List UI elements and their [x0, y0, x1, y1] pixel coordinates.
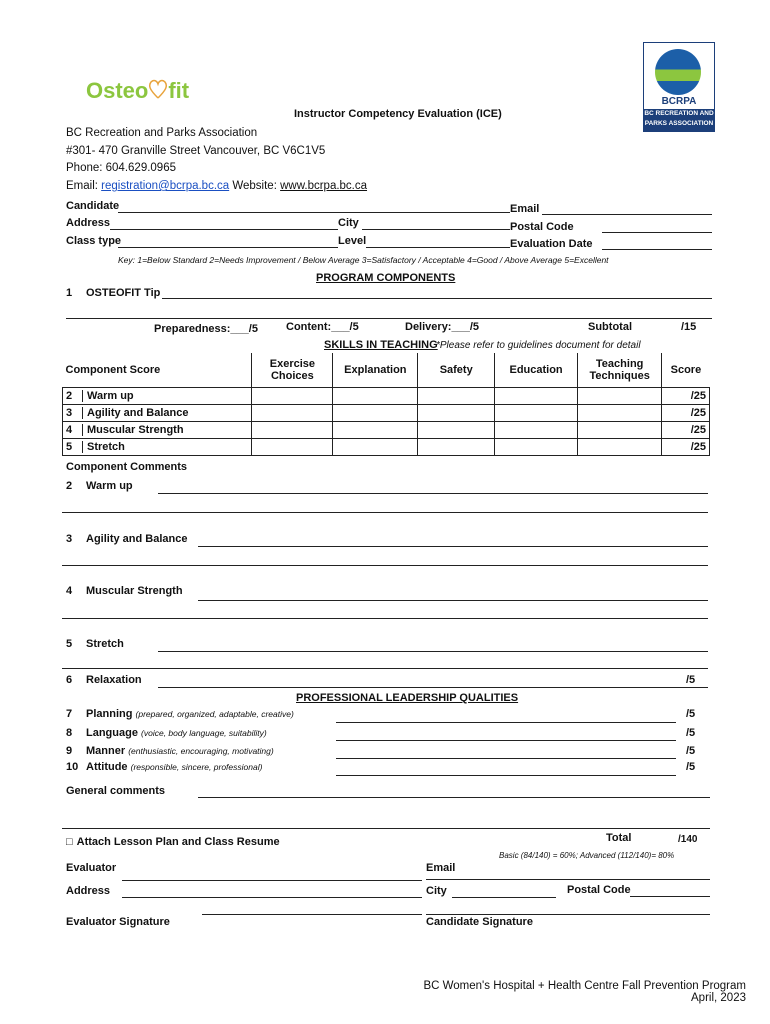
- skills-header-row: [63, 353, 710, 387]
- item-number: 7: [66, 708, 73, 720]
- cell-teaching[interactable]: [577, 404, 661, 421]
- cell-teaching[interactable]: [577, 421, 661, 438]
- general-comments-label: General comments: [66, 785, 166, 797]
- cell-exercise[interactable]: [252, 421, 333, 438]
- form-title: Instructor Competency Evaluation (ICE): [294, 108, 502, 120]
- org-phone: Phone: 604.629.0965: [66, 162, 176, 174]
- comment-2-number: 2: [66, 480, 73, 492]
- evaluator-signature-label: Evaluator Signature: [66, 916, 170, 928]
- comment-2-field-2[interactable]: [62, 512, 708, 513]
- evaluator-address-field[interactable]: [122, 897, 422, 898]
- comment-5-field[interactable]: [158, 651, 708, 652]
- bcrpa-logo-full: [644, 109, 714, 131]
- row-component: [63, 404, 252, 421]
- comment-3-number: 3: [66, 533, 73, 545]
- row-component: [63, 421, 252, 438]
- comment-4-field-2[interactable]: [62, 618, 708, 619]
- row-number: 3: [66, 407, 83, 419]
- evaluator-city-field[interactable]: [452, 897, 556, 898]
- col-score: Score: [670, 363, 702, 376]
- cell-explanation[interactable]: [333, 387, 418, 404]
- item-desc: (prepared, organized, adaptable, creative): [135, 709, 294, 719]
- row-score: /25: [662, 421, 710, 438]
- cell-education[interactable]: [495, 387, 578, 404]
- org-name: BC Recreation and Parks Association: [66, 127, 258, 139]
- manner-score: /5: [686, 745, 696, 757]
- osteofit-tip-label: OSTEOFIT Tip: [86, 287, 161, 299]
- item-label: Planning: [86, 708, 133, 720]
- rating-key: Key: 1=Below Standard 2=Needs Improvement / Below Average 3=Satisfactory / Acceptable 4=Good / Above Average 5=Excellent: [118, 255, 609, 265]
- program-components-heading: PROGRAM COMPONENTS: [316, 272, 456, 284]
- total-value: /140: [678, 834, 698, 845]
- component-comments-heading: Component Comments: [66, 461, 187, 473]
- logo-text-osteo: Osteo: [86, 78, 149, 103]
- planning-field[interactable]: [336, 722, 676, 723]
- item-desc: (voice, body language, suitability): [141, 728, 267, 738]
- cell-explanation[interactable]: [333, 438, 418, 455]
- row-score: /25: [662, 387, 710, 404]
- evaluation-date-field[interactable]: [602, 249, 712, 250]
- row-component: [63, 387, 252, 404]
- comment-6-label: Relaxation: [86, 674, 142, 686]
- item-number: 8: [66, 727, 73, 739]
- item-1-number: 1: [66, 287, 73, 299]
- org-address: #301- 470 Granville Street Vancouver, BC V6C1V5: [66, 145, 326, 157]
- cell-exercise[interactable]: [252, 387, 333, 404]
- general-comments-field[interactable]: [198, 797, 710, 798]
- cell-education[interactable]: [495, 404, 578, 421]
- candidate-signature-label: Candidate Signature: [426, 916, 533, 928]
- cell-safety[interactable]: [418, 438, 495, 455]
- row-number: 4: [66, 424, 83, 436]
- item-number: 9: [66, 745, 73, 757]
- logo-text-fit: fit: [168, 78, 190, 103]
- item-label: Language: [86, 727, 138, 739]
- comment-4-field[interactable]: [198, 600, 708, 601]
- evaluator-email-field[interactable]: [426, 879, 710, 880]
- bcrpa-full-line2: PARKS ASSOCIATION: [644, 120, 714, 127]
- planning-score: /5: [686, 708, 696, 720]
- item-desc: (enthusiastic, encouraging, motivating): [128, 746, 274, 756]
- skills-note: *Please refer to guidelines document for detail: [436, 340, 641, 351]
- level-label: Level: [338, 235, 367, 247]
- email-label: Email:: [66, 180, 102, 192]
- manner-field[interactable]: [336, 758, 676, 759]
- org-contact: [66, 180, 367, 192]
- leadership-item-language: [66, 727, 267, 739]
- skills-heading: SKILLS IN TEACHING: [324, 339, 438, 351]
- table-row: [63, 404, 710, 421]
- cell-exercise[interactable]: [252, 438, 333, 455]
- evaluator-postal-label: Postal Code: [567, 884, 631, 896]
- item-number: 10: [66, 761, 79, 773]
- cell-education[interactable]: [495, 438, 578, 455]
- subtotal-label: Subtotal: [588, 321, 632, 333]
- address-label: Address: [66, 217, 111, 229]
- bcrpa-full-line1: BC RECREATION AND: [644, 110, 714, 117]
- col-component-score: Component Score: [65, 363, 161, 376]
- row-score: /25: [662, 404, 710, 421]
- bcrpa-globe-icon: [655, 49, 701, 95]
- comment-6-field[interactable]: [158, 687, 708, 688]
- city-field[interactable]: [362, 229, 510, 230]
- comment-4-number: 4: [66, 585, 73, 597]
- subtotal-value: /15: [681, 321, 697, 333]
- bcrpa-logo-name: BCRPA: [661, 96, 697, 107]
- row-number: 2: [66, 390, 83, 402]
- evaluator-signature-field[interactable]: [202, 914, 422, 915]
- comment-5-number: 5: [66, 638, 73, 650]
- page-footer: [423, 980, 746, 1004]
- item-desc: (responsible, sincere, professional): [130, 762, 263, 772]
- evaluator-address-label: Address: [66, 885, 111, 897]
- class-type-label: Class type: [66, 235, 122, 247]
- col-exercise-choices: Exercise Choices: [252, 353, 333, 387]
- cell-explanation[interactable]: [333, 421, 418, 438]
- attitude-score: /5: [686, 761, 696, 773]
- preparedness-score[interactable]: Preparedness:___/5: [154, 323, 258, 335]
- cell-teaching[interactable]: [577, 387, 661, 404]
- evaluator-field[interactable]: [122, 880, 422, 881]
- general-comments-field-2[interactable]: [62, 828, 710, 829]
- cell-safety[interactable]: [418, 387, 495, 404]
- bcrpa-logo: [643, 42, 715, 132]
- cell-exercise[interactable]: [252, 404, 333, 421]
- city-label: City: [338, 217, 359, 229]
- row-component: [63, 438, 252, 455]
- cell-safety[interactable]: [418, 404, 495, 421]
- attach-lesson-plan[interactable]: [66, 836, 280, 848]
- cell-education[interactable]: [495, 421, 578, 438]
- comment-3-label: Agility and Balance: [86, 533, 188, 545]
- row-name: Agility and Balance: [87, 406, 189, 419]
- evaluator-postal-field[interactable]: [630, 896, 710, 897]
- candidate-signature-field[interactable]: [426, 914, 710, 915]
- leadership-heading: PROFESSIONAL LEADERSHIP QUALITIES: [296, 692, 519, 704]
- total-label: Total: [606, 832, 632, 844]
- website-label: Website:: [229, 180, 281, 192]
- postal-code-label: Postal Code: [510, 221, 574, 233]
- leadership-item-manner: [66, 745, 274, 757]
- postal-code-field[interactable]: [602, 232, 712, 233]
- cell-teaching[interactable]: [577, 438, 661, 455]
- delivery-score[interactable]: Delivery:___/5: [405, 321, 479, 333]
- comment-2-field[interactable]: [158, 493, 708, 494]
- footer-line-1: BC Women's Hospital + Health Centre Fall Prevention Program: [423, 980, 746, 992]
- total-basis: Basic (84/140) = 60%; Advanced (112/140)= 80%: [499, 851, 675, 860]
- osteofit-tip-field[interactable]: [162, 298, 712, 299]
- attitude-field[interactable]: [336, 775, 676, 776]
- candidate-field[interactable]: [118, 212, 510, 213]
- cell-safety[interactable]: [418, 421, 495, 438]
- col-teaching-techniques: Teaching Techniques: [577, 353, 661, 387]
- col-explanation: Explanation: [333, 353, 418, 387]
- evaluator-email-label: Email: [426, 862, 456, 874]
- row-name: Stretch: [87, 440, 125, 453]
- email-label: Email: [510, 203, 540, 215]
- comment-3-field-2[interactable]: [62, 565, 708, 566]
- osteofit-tip-field-2[interactable]: [66, 318, 712, 319]
- email-link[interactable]: registration@bcrpa.bc.ca: [101, 180, 230, 192]
- cell-explanation[interactable]: [333, 404, 418, 421]
- heart-figure-icon: [148, 78, 168, 100]
- col-education: Education: [495, 353, 578, 387]
- attach-label: Attach Lesson Plan and Class Resume: [76, 836, 280, 848]
- item-label: Attitude: [86, 761, 128, 773]
- comment-4-label: Muscular Strength: [86, 585, 183, 597]
- content-score[interactable]: Content:___/5: [286, 321, 359, 333]
- comment-5-field-2[interactable]: [62, 668, 708, 669]
- item-label: Manner: [86, 745, 126, 757]
- comment-2-label: Warm up: [86, 480, 133, 492]
- language-field[interactable]: [336, 740, 676, 741]
- comment-6-score: /5: [686, 674, 696, 686]
- row-score: /25: [662, 438, 710, 455]
- class-type-field[interactable]: [118, 247, 338, 248]
- leadership-item-attitude: [66, 761, 262, 773]
- evaluator-label: Evaluator: [66, 862, 117, 874]
- comment-5-label: Stretch: [86, 638, 124, 650]
- table-row: [63, 438, 710, 455]
- evaluation-date-label: Evaluation Date: [510, 238, 593, 250]
- evaluator-city-label: City: [426, 885, 447, 897]
- comment-3-field[interactable]: [198, 546, 708, 547]
- leadership-item-planning: [66, 708, 294, 720]
- footer-line-2: April, 2023: [691, 992, 746, 1004]
- level-field[interactable]: [366, 247, 510, 248]
- osteofit-logo: [86, 78, 189, 104]
- comment-6-number: 6: [66, 674, 73, 686]
- website-link[interactable]: www.bcrpa.bc.ca: [280, 180, 368, 192]
- row-name: Warm up: [87, 389, 134, 402]
- skills-table: [62, 353, 710, 456]
- col-safety: Safety: [418, 353, 495, 387]
- email-field[interactable]: [542, 214, 712, 215]
- checkbox-icon[interactable]: □: [66, 836, 73, 848]
- candidate-label: Candidate: [66, 200, 120, 212]
- table-row: [63, 421, 710, 438]
- row-name: Muscular Strength: [87, 423, 184, 436]
- table-row: [63, 387, 710, 404]
- row-number: 5: [66, 441, 83, 453]
- address-field[interactable]: [110, 229, 338, 230]
- language-score: /5: [686, 727, 696, 739]
